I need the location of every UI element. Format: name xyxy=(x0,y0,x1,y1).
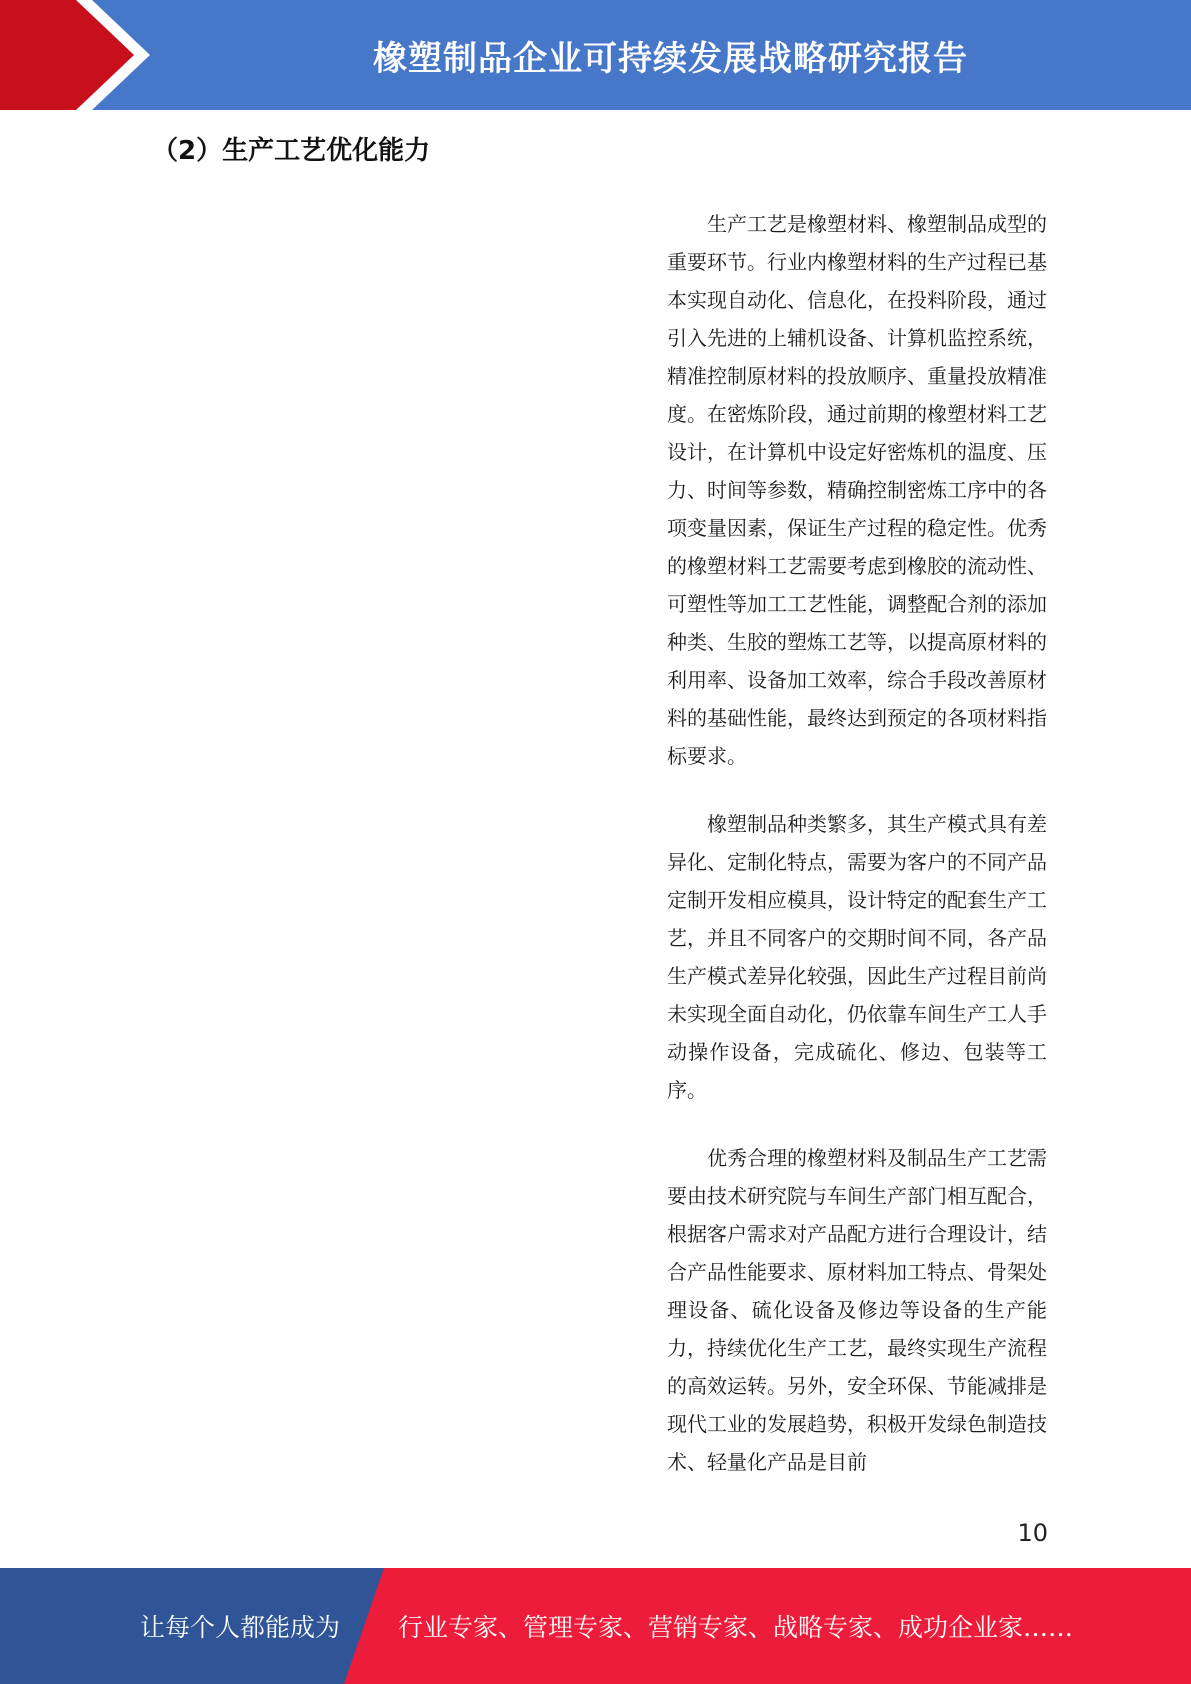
report-title: 橡塑制品企业可持续发展战略研究报告 xyxy=(373,38,968,79)
footer-slogan-right: 行业专家、管理专家、营销专家、战略专家、成功企业家…… xyxy=(398,1613,1074,1642)
paragraph-3: 优秀合理的橡塑材料及制品生产工艺需要由技术研究院与车间生产部门相互配合，根据客户需求对产品配方进行合理设计，结合产品性能要求、原材料加工特点、骨架处理设备、硫化设备及修边等设备的生产能力，持续优化生产工艺，最终实现生产流程的高效运转。另外，安全环保、节能减排是现代工业的发展趋势，积极开发绿色制造技术、轻量化产品是目前 xyxy=(667,1146,1047,1474)
footer-slogan-left: 让每个人都能成为 xyxy=(140,1613,341,1642)
section-heading: （2）生产工艺优化能力 xyxy=(152,136,431,166)
page-header xyxy=(0,0,1191,110)
paragraph-1: 生产工艺是橡塑材料、橡塑制品成型的重要环节。行业内橡塑材料的生产过程已基本实现自动化、信息化，在投料阶段，通过引入先进的上辅机设备、计算机监控系统，精准控制原材料的投放顺序、重量投放精准度。在密炼阶段，通过前期的橡塑材料工艺设计，在计算机中设定好密炼机的温度、压力、时间等参数，精确控制密炼工序中的各项变量因素，保证生产过程的稳定性。优秀的橡塑材料工艺需要考虑到橡胶的流动性、可塑性等加工工艺性能，调整配合剂的添加种类、生胶的塑炼工艺等，以提高原材料的利用率、设备加工效率，综合手段改善原材料的基础性能，最终达到预定的各项材料指标要求。 xyxy=(667,212,1047,768)
page-number: 10 xyxy=(1017,1519,1048,1547)
body-text-column xyxy=(667,205,1047,1481)
page-footer xyxy=(0,1568,1191,1684)
paragraph-2: 橡塑制品种类繁多，其生产模式具有差异化、定制化特点，需要为客户的不同产品定制开发相应模具，设计特定的配套生产工艺，并且不同客户的交期时间不同，各产品生产模式差异化较强，因此生产过程目前尚未实现全面自动化，仍依靠车间生产工人手动操作设备，完成硫化、修边、包装等工序。 xyxy=(667,812,1047,1102)
